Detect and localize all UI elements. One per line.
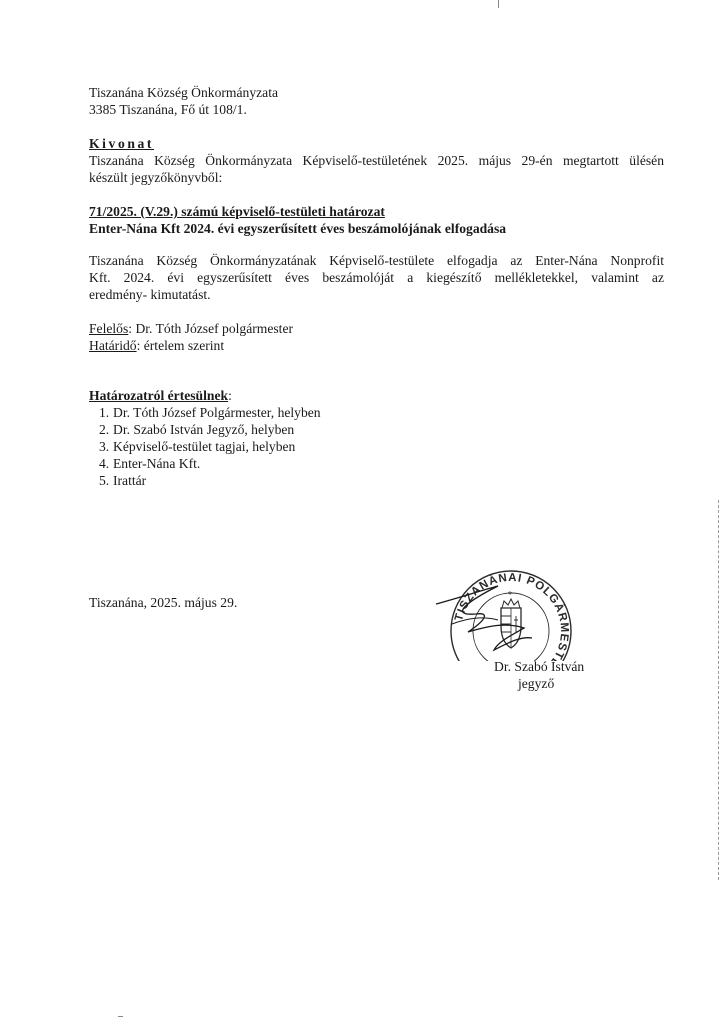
deadline-value: : értelem szerint <box>136 338 225 353</box>
svg-text:*: * <box>508 590 512 601</box>
deadline-label: Határidő <box>89 338 137 353</box>
resolution-subject: Enter-Nána Kft 2024. évi egyszerűsített éves beszámolójának elfogadása <box>89 221 507 236</box>
list-item-number: 2. <box>99 422 110 437</box>
scan-speck <box>118 1016 123 1017</box>
signature-block <box>494 658 584 692</box>
list-item-text: Irattár <box>113 473 147 488</box>
extract-intro <box>89 152 664 186</box>
notify-block <box>89 387 664 489</box>
list-item <box>89 438 664 455</box>
signer-title: jegyző <box>518 676 555 691</box>
responsibility-block <box>89 320 664 354</box>
extract-title: Kivonat <box>89 136 155 151</box>
deadline-line <box>89 337 664 354</box>
place-date-text: Tiszanána, 2025. május 29. <box>89 595 238 610</box>
list-item <box>89 421 664 438</box>
resolution-body-line-2: Kft. 2024. évi egyszerűsített éves beszámolóját a kiegészítő mellékletekkel, valamint az <box>89 270 664 285</box>
list-item <box>89 472 664 489</box>
signer-name: Dr. Szabó István <box>494 659 585 674</box>
extract-block <box>89 135 664 186</box>
list-item-number: 5. <box>99 473 110 488</box>
list-item <box>89 455 664 472</box>
notify-heading-colon: : <box>228 388 232 403</box>
responsible-line <box>89 320 664 337</box>
sender-block <box>89 84 664 118</box>
list-item <box>89 404 664 421</box>
responsible-label: Felelős <box>89 321 129 336</box>
svg-text:TISZANÁNAI POLGÁRMESTERI HIVAT: TISZANÁNAI POLGÁRMEST <box>453 571 571 661</box>
list-item-text: Dr. Szabó István Jegyző, helyben <box>113 422 295 437</box>
resolution-body-line-1: Tiszanána Község Önkormányzatának Képviselő-testülete elfogadja az Enter-Nána Nonprofit <box>89 253 664 268</box>
list-item-number: 4. <box>99 456 110 471</box>
notify-heading: Határozatról értesülnek <box>89 388 229 403</box>
sender-org: Tiszanána Község Önkormányzata <box>89 85 278 100</box>
resolution-body-line-3: eredmény- kimutatást. <box>89 287 211 302</box>
extract-intro-line-1: Tiszanána Község Önkormányzata Képviselő-testületének 2025. május 29-én megtartott ülésén <box>89 153 664 168</box>
scan-speck <box>498 0 499 8</box>
official-stamp <box>428 546 598 665</box>
list-item-text: Dr. Tóth József Polgármester, helyben <box>113 405 321 420</box>
scan-edge-line <box>718 500 720 880</box>
list-item-number: 3. <box>99 439 110 454</box>
resolution-heading <box>89 203 664 237</box>
list-item-text: Képviselő-testület tagjai, helyben <box>113 439 296 454</box>
stamp-seal-icon <box>428 546 598 661</box>
list-item-number: 1. <box>99 405 110 420</box>
list-item-text: Enter-Nána Kft. <box>113 456 201 471</box>
notify-heading-line <box>89 387 664 404</box>
extract-intro-line-2: készült jegyzőkönyvből: <box>89 170 223 185</box>
resolution-body <box>89 252 664 303</box>
sender-address: 3385 Tiszanána, Fő út 108/1. <box>89 102 247 117</box>
responsible-value: : Dr. Tóth József polgármester <box>128 321 294 336</box>
notify-list <box>89 404 664 489</box>
resolution-number-title: 71/2025. (V.29.) számú képviselő-testületi határozat <box>89 204 385 219</box>
